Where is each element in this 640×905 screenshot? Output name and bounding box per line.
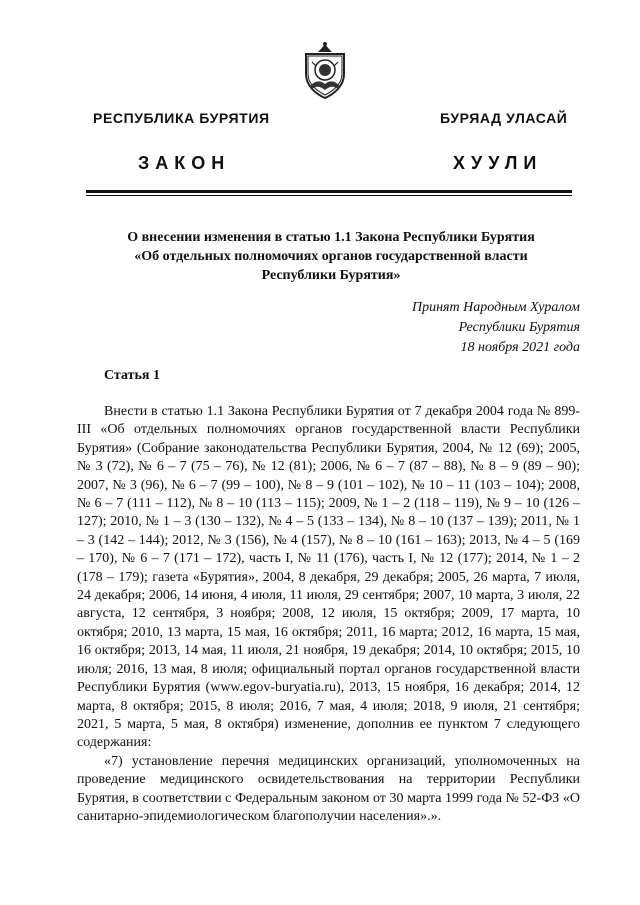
coat-of-arms-emblem-icon [298, 40, 352, 100]
law-label-russian: ЗАКОН [138, 153, 231, 173]
header-divider-thin [86, 195, 572, 196]
law-title-line-3: Республики Бурятия» [261, 268, 401, 283]
republic-name-buryat: БУРЯАД УЛАСАЙ [440, 110, 568, 126]
law-title [96, 228, 566, 285]
law-title-line-2: «Об отдельных полномочиях органов государственной власти [134, 249, 528, 264]
republic-name-russian: РЕСПУБЛИКА БУРЯТИЯ [93, 110, 270, 126]
law-title-line-1: О внесении изменения в статью 1.1 Закона Республики Бурятия [127, 230, 535, 245]
adoption-note [412, 298, 580, 358]
article-paragraph-2: «7) установление перечня медицинских организаций, уполномоченных на проведение медицинского освидетельствования на территории Республики Бурятия, в соответствии с Федеральным законом от 30 марта 1999 года № 52-ФЗ «О санитарно-эпидемиологическом благополучии населения».». [77, 753, 580, 824]
adoption-date: 18 ноября 2021 года [460, 340, 580, 355]
law-label-buryat: ХУУЛИ [453, 153, 543, 173]
adoption-note-line-2: Республики Бурятия [458, 320, 580, 335]
article-heading: Статья 1 [104, 368, 160, 383]
adoption-note-line-1: Принят Народным Хуралом [411, 300, 580, 315]
article-body [77, 403, 580, 826]
article-paragraph-1: Внести в статью 1.1 Закона Республики Бурятия от 7 декабря 2004 года № 899-III «Об отдельных полномочиях органов государственной власти Республики Бурятия» (Собрание законодательства Республики Бурятия, 2004, № 12 (69); 2005, № 3 (72), № 6 – 7 (75 – 76), № 12 (81); 2006, № 6 – 7 (87 – 88), № 8 – 9 (89 – 90); 2007, № 3 (96), № 6 – 7 (99 – 100), № 8 – 9 (101 – 102), № 10 – 11 (103 – 104); 2008, № 6 – 7 (111 – 112), № 8 – 10 (113 – 115); 2009, № 1 – 2 (118 – 119), № 9 – 10 (126 – 127); 2010, № 1 – 3 (130 – 132), № 4 – 5 (133 – 134), № 8 – 10 (137 – 139); 2011, № 1 – 3 (142 – 144); 2012, № 3 (156), № 4 (157), № 8 – 10 (161 – 163); 2013, № 4 – 5 (169 – 170), № 6 – 7 (171 – 172), часть I, № 11 (176), часть I, № 12 (177); 2014, № 1 – 2 (178 – 179); газета «Бурятия», 2004, 8 декабря, 29 декабря; 2005, 26 марта, 7 июля, 24 декабря; 2006, 14 июня, 4 июля, 11 июля, 29 сентября; 2007, 10 марта, 3 июля, 22 августа, 12 сентября, 3 ноября; 2008, 12 июля, 15 октября; 2009, 17 марта, 10 октября; 2010, 13 марта, 15 мая, 16 октября; 2011, 16 марта; 2012, 16 марта, 15 мая, 16 октября; 2013, 14 мая, 11 июля, 21 ноября, 19 декабря; 2014, 10 октября; 2015, 10 июля; 2016, 13 мая, 8 июля; официальный портал органов государственной власти Республики Бурятия (www.egov-buryatia.ru), 2013, 15 ноября, 16 декабря; 2014, 12 марта, 8 октября; 2015, 8 июля; 2016, 7 мая, 4 июля; 2018, 9 июля, 21 сентября; 2021, 5 марта, 5 мая, 8 октября) изменение, дополнив ее пунктом 7 следующего содержания: [77, 404, 580, 751]
header-divider-thick [86, 190, 572, 193]
